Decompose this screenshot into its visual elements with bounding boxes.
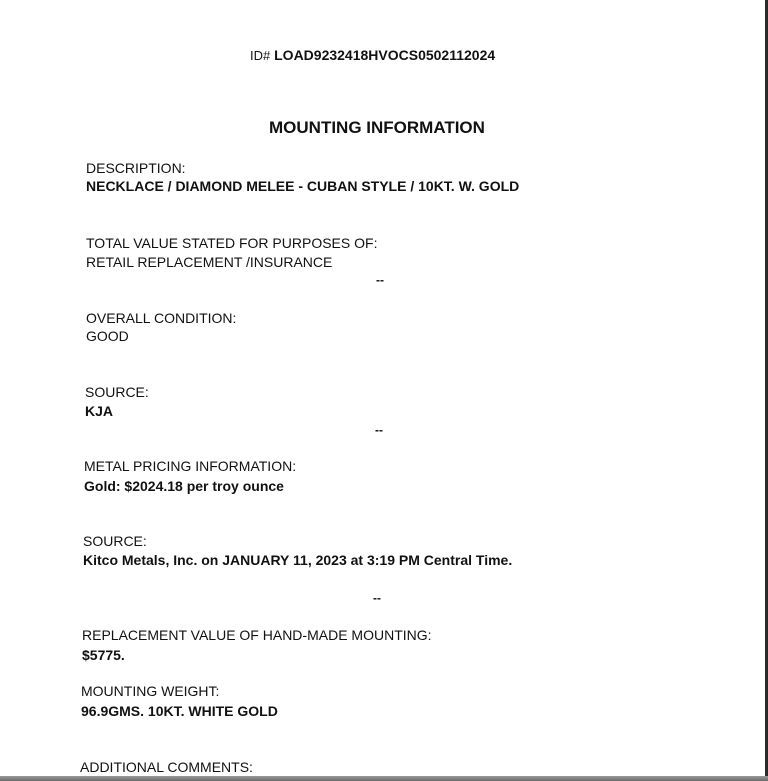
page-title: MOUNTING INFORMATION bbox=[269, 118, 485, 137]
separator-dash: -- bbox=[376, 273, 384, 287]
overall-condition-label: OVERALL CONDITION: bbox=[86, 310, 237, 326]
source-value: KJA bbox=[85, 403, 114, 419]
separator-dash: -- bbox=[375, 423, 383, 437]
metal-pricing-label: METAL PRICING INFORMATION: bbox=[84, 458, 297, 474]
id-value: LOAD9232418HVOCS0502112024 bbox=[274, 47, 496, 63]
source-value: Kitco Metals, Inc. on JANUARY 11, 2023 at 3:19 PM Central Time. bbox=[83, 552, 513, 568]
mounting-weight-label: MOUNTING WEIGHT: bbox=[81, 683, 220, 699]
overall-condition-value: GOOD bbox=[86, 328, 129, 344]
scan-edge-bottom bbox=[0, 776, 768, 781]
metal-pricing-value: Gold: $2024.18 per troy ounce bbox=[84, 478, 284, 494]
id-line bbox=[250, 47, 495, 64]
replacement-value-label: REPLACEMENT VALUE OF HAND-MADE MOUNTING: bbox=[82, 627, 432, 643]
description-value: NECKLACE / DIAMOND MELEE - CUBAN STYLE / 10KT. W. GOLD bbox=[86, 178, 520, 194]
separator-dash: -- bbox=[373, 591, 381, 605]
id-label: ID# bbox=[250, 48, 271, 63]
source-label: SOURCE: bbox=[85, 384, 149, 400]
description-label: DESCRIPTION: bbox=[86, 160, 186, 176]
source-label: SOURCE: bbox=[83, 533, 147, 549]
replacement-value-value: $5775. bbox=[82, 647, 125, 663]
total-value-value: RETAIL REPLACEMENT /INSURANCE bbox=[86, 254, 333, 270]
total-value-label: TOTAL VALUE STATED FOR PURPOSES OF: bbox=[86, 235, 378, 251]
additional-comments-label: ADDITIONAL COMMENTS: bbox=[80, 759, 253, 775]
mounting-weight-value: 96.9GMS. 10KT. WHITE GOLD bbox=[81, 703, 278, 719]
